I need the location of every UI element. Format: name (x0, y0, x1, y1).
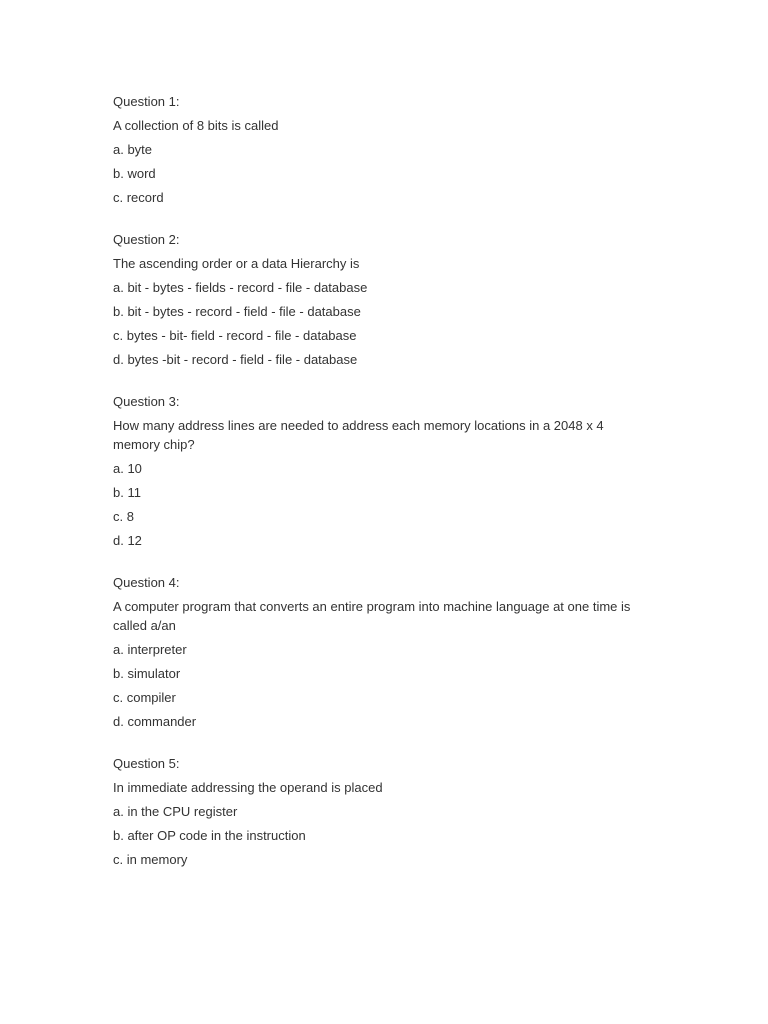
answer-option: b. bit - bytes - record - field - file - database (113, 304, 361, 319)
question-3 (113, 392, 653, 550)
question-heading: Question 1: (113, 94, 180, 109)
answer-option: c. compiler (113, 690, 176, 705)
answer-option: a. interpreter (113, 642, 187, 657)
answer-option: d. commander (113, 714, 197, 729)
question-text: The ascending order or a data Hierarchy is (113, 256, 360, 271)
question-text: A collection of 8 bits is called (113, 118, 279, 133)
answer-option: c. bytes - bit- field - record - file - database (113, 328, 357, 343)
question-heading: Question 2: (113, 232, 180, 247)
answer-option: b. after OP code in the instruction (113, 828, 306, 843)
answer-option: b. simulator (113, 666, 181, 681)
question-text: A computer program that converts an entire program into machine language at one time is called a/an (113, 599, 631, 633)
answer-option: c. record (113, 190, 164, 205)
question-heading: Question 5: (113, 756, 180, 771)
answer-option: b. 11 (113, 485, 141, 500)
answer-option: a. in the CPU register (113, 804, 238, 819)
question-text: How many address lines are needed to address each memory locations in a 2048 x 4 memory chip? (113, 418, 604, 452)
question-heading: Question 4: (113, 575, 180, 590)
answer-option: a. bit - bytes - fields - record - file - database (113, 280, 368, 295)
question-2 (113, 230, 653, 369)
question-4 (113, 573, 653, 731)
answer-option: d. bytes -bit - record - field - file - database (113, 352, 358, 367)
answer-option: c. 8 (113, 509, 134, 524)
quiz-document (113, 92, 653, 892)
question-heading: Question 3: (113, 394, 180, 409)
question-5 (113, 754, 653, 869)
question-text: In immediate addressing the operand is placed (113, 780, 383, 795)
answer-option: b. word (113, 166, 156, 181)
answer-option: d. 12 (113, 533, 142, 548)
question-1 (113, 92, 653, 207)
answer-option: a. 10 (113, 461, 142, 476)
answer-option: a. byte (113, 142, 153, 157)
answer-option: c. in memory (113, 852, 188, 867)
